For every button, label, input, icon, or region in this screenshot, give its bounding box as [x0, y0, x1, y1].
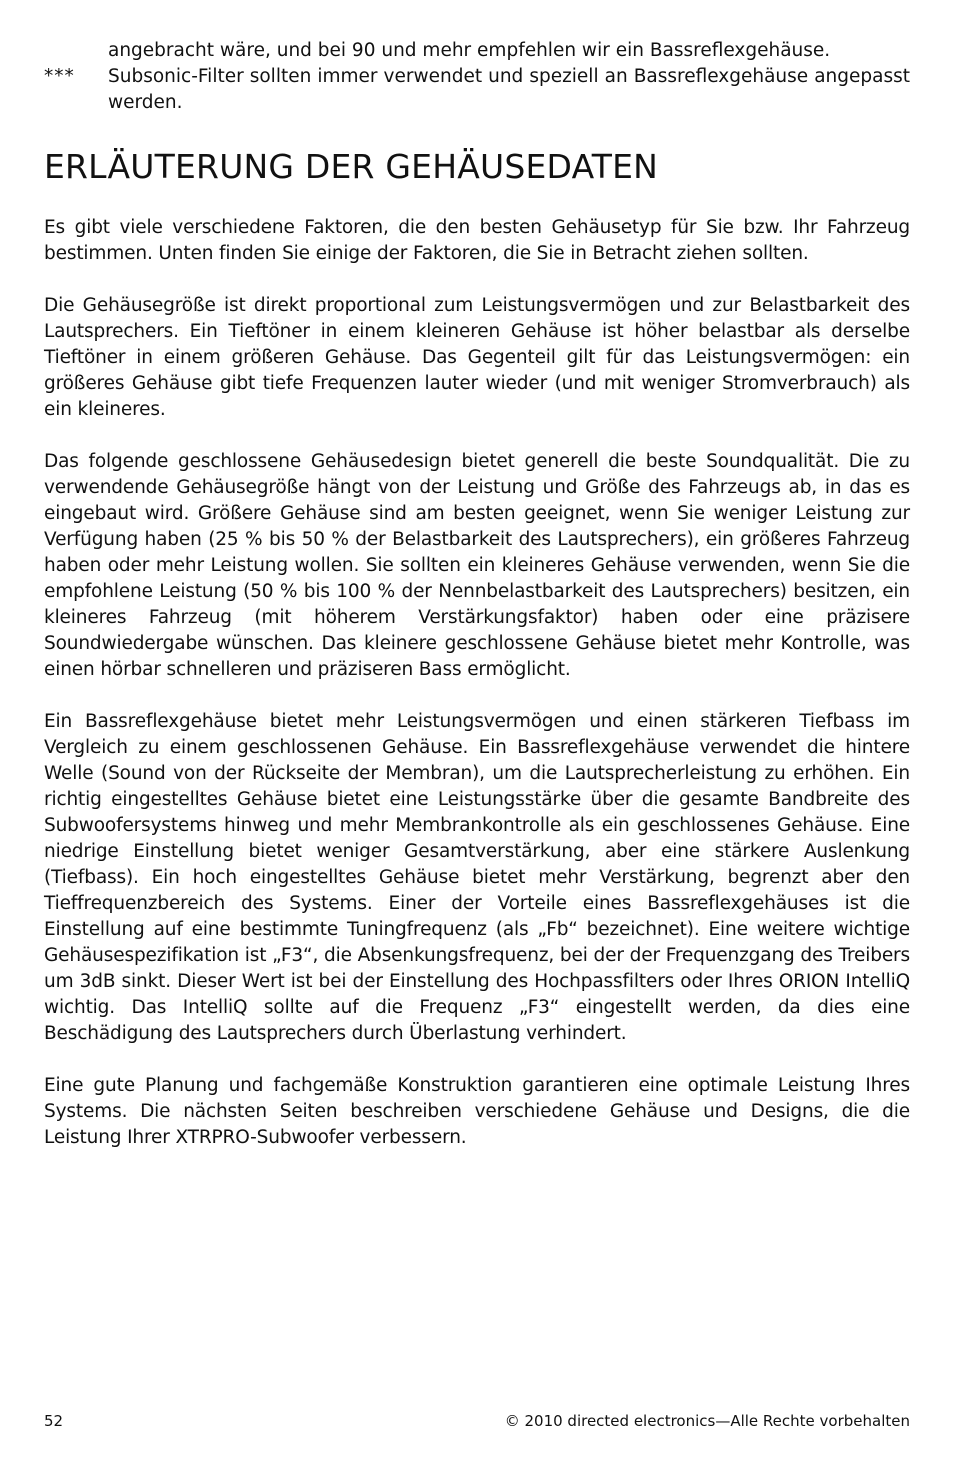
footnote-continuation [44, 38, 910, 64]
paragraph-planning: Eine gute Planung und fachgemäße Konstruktion garantieren eine optimale Leistung Ihres Systems. Die nächsten Seiten beschreiben verschiedene Gehäuse und Designs, die die Leistung Ihrer XTRPRO-Subwoofer verbessern. [44, 1075, 910, 1148]
footnote-text: angebracht wäre, und bei 90 und mehr empfehlen wir ein Bassreflexgehäuse. [108, 40, 831, 61]
footnote-marker [44, 38, 108, 64]
paragraph-factors: Es gibt viele verschiedene Faktoren, die den besten Gehäusetyp für Sie bzw. Ihr Fahrzeug bestimmen. Unten finden Sie einige der Faktoren, die Sie in Betracht ziehen sollten. [44, 217, 910, 264]
section-heading: ERLÄUTERUNG DER GEHÄUSEDATEN [44, 147, 659, 186]
footnote-triple-asterisk [44, 64, 910, 116]
footnote-marker: *** [44, 66, 75, 87]
page-number: 52 [44, 1412, 64, 1430]
footnote-text: Subsonic-Filter sollten immer verwendet und speziell an Bassreflexgehäuse angepasst werden. [108, 66, 910, 113]
copyright-notice: © 2010 directed electronics—Alle Rechte vorbehalten [504, 1412, 910, 1430]
paragraph-bass-reflex: Ein Bassreflexgehäuse bietet mehr Leistungsvermögen und einen stärkeren Tiefbass im Vergleich zu einem geschlossenen Gehäuse. Ein Bassreflexgehäuse verwendet die hintere Welle (Sound von der Rückseite der Membran), um die Lautsprecherleistung zu erhöhen. Ein richtig eingestelltes Gehäuse bietet eine Leistungsstärke über die gesamte Bandbreite des Subwoofersystems hinweg und mehr Membrankontrolle als ein geschlossenes Gehäuse. Eine niedrige Einstellung bietet weniger Gesamtverstärkung, aber eine stärkere Auslenkung (Tiefbass). Ein hoch eingestelltes Gehäuse bietet mehr Verstärkung, begrenzt aber den Tieffrequenzbereich des Systems. Einer der Vorteile eines Bassreflexgehäuses ist die Einstellung auf eine bestimmte Tuningfrequenz (als „Fb“ bezeichnet). Eine weitere wichtige Gehäusespezifikation ist „F3“, die Absenkungsfrequenz, bei der der Frequenzgang des Treibers um 3dB sinkt. Dieser Wert ist bei der Einstellung des Hochpassfilters oder Ihres ORION IntelliQ wichtig. Das IntelliQ sollte auf die Frequenz „F3“ eingestellt werden, da dies eine Beschädigung des Lautsprechers durch Überlastung verhindert. [44, 711, 910, 1044]
footnotes [44, 38, 910, 116]
page-footer [44, 1410, 910, 1432]
section-body [44, 215, 910, 1177]
paragraph-sealed-design: Das folgende geschlossene Gehäusedesign bietet generell die beste Soundqualität. Die zu verwendende Gehäusegröße hängt von der Leistung und Größe des Fahrzeugs ab, in das es eingebaut wird. Größere Gehäuse sind am besten geeignet, wenn Sie weniger Leistung zur Verfügung haben (25 % bis 50 % der Belastbarkeit des Lautsprechers), ein größeres Fahrzeug haben oder mehr Leistung wollen. Sie sollten ein kleineres Gehäuse verwenden, wenn Sie die empfohlene Leistung (50 % bis 100 % der Nennbelastbarkeit des Lautsprechers) besitzen, ein kleineres Fahrzeug (mit höherem Verstärkungsfaktor) haben oder eine präzisere Soundwiedergabe wünschen. Das kleinere geschlossene Gehäuse bietet mehr Kontrolle, was einen hörbar schnelleren und präziseren Bass ermöglicht. [44, 451, 910, 680]
paragraph-enclosure-size: Die Gehäusegröße ist direkt proportional zum Leistungsvermögen und zur Belastbarkeit des Lautsprechers. Ein Tieftöner in einem kleineren Gehäuse ist höher belastbar als derselbe Tieftöner in einem größeren Gehäuse. Das Gegenteil gilt für das Leistungsvermögen: ein größeres Gehäuse gibt tiefe Frequenzen lauter wieder (und mit weniger Stromverbrauch) als ein kleineres. [44, 295, 910, 420]
